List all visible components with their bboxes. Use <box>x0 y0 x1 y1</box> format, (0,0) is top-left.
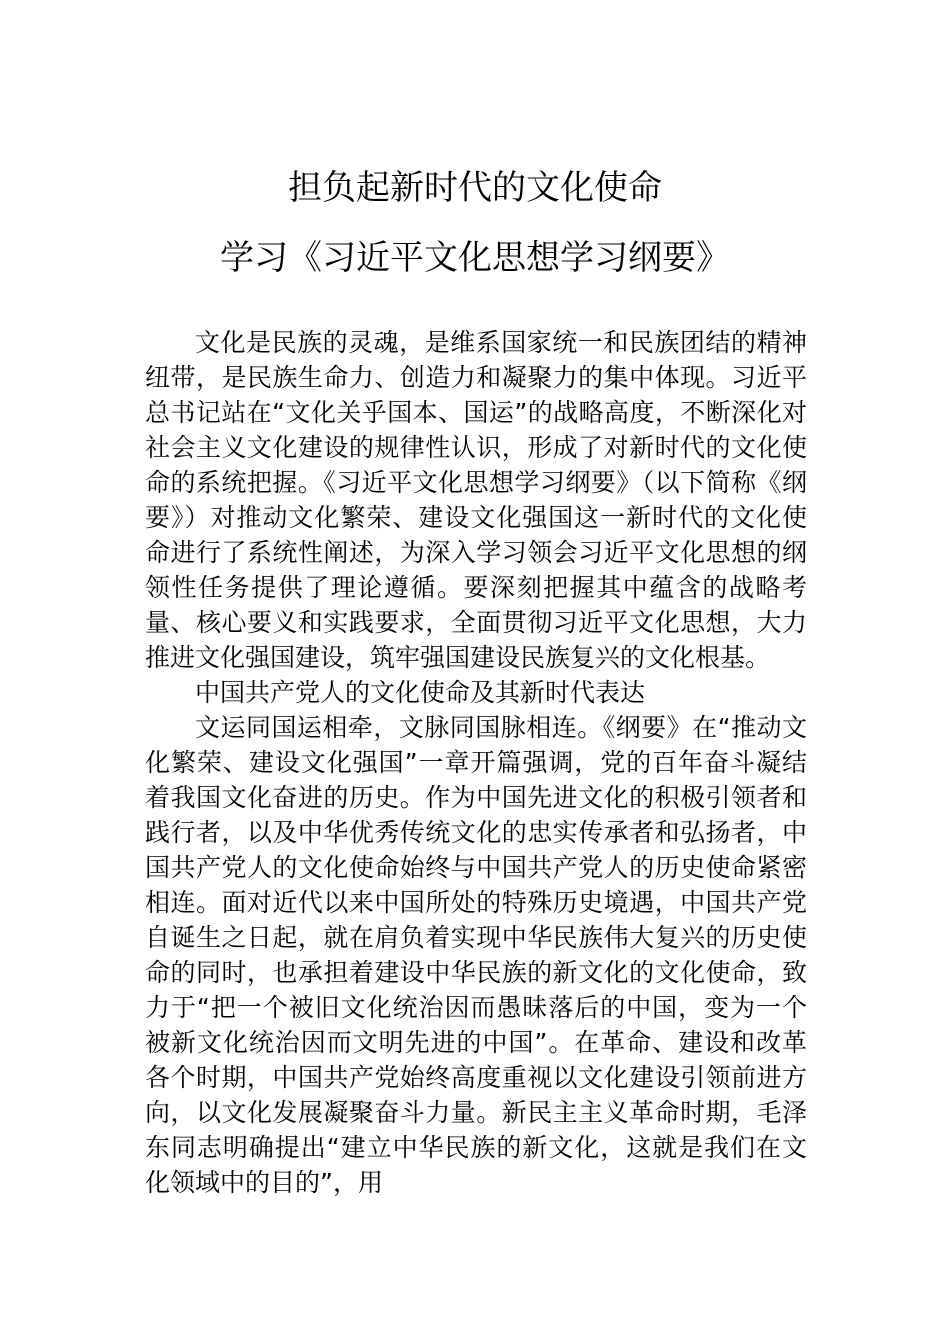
document-subtitle: 学习《习近平文化思想学习纲要》 <box>220 238 730 278</box>
paragraph-section-1: 文运同国运相牵，文脉同国脉相连。《纲要》在“推动文化繁荣、建设文化强国”一章开篇强调，党的百年奋斗凝结着我国文化奋进的历史。作为中国先进文化的积极引领者和践行者，以及中华优秀传统文化的忠实传承者和弘扬者，中国共产党人的文化使命始终与中国共产党人的历史使命紧密相连。面对近代以来中国所处的特殊历史境遇，中国共产党自诞生之日起，就在肩负着实现中华民族伟大复兴的历史使命的同时，也承担着建设中华民族的新文化的文化使命，致力于“把一个被旧文化统治因而愚昧落后的中国，变为一个被新文化统治因而文明先进的中国”。在革命、建设和改革各个时期，中国共产党始终高度重视以文化建设引领前进方向，以文化发展凝聚奋斗力量。新民主主义革命时期，毛泽东同志明确提出“建立中华民族的新文化，这就是我们在文化领域中的目的”，用 <box>145 713 807 1197</box>
document-title: 担负起新时代的文化使命 <box>288 168 662 208</box>
document-body <box>145 325 807 1200</box>
section-heading: 中国共产党人的文化使命及其新时代表达 <box>195 678 646 707</box>
paragraph-intro: 文化是民族的灵魂，是维系国家统一和民族团结的精神纽带，是民族生命力、创造力和凝聚力的集中体现。习近平总书记站在“文化关乎国本、国运”的战略高度，不断深化对社会主义文化建设的规律性认识，形成了对新时代的文化使命的系统把握。《习近平文化思想学习纲要》（以下简称《纲要》）对推动文化繁荣、建设文化强国这一新时代的文化使命进行了系统性阐述，为深入学习领会习近平文化思想的纲领性任务提供了理论遵循。要深刻把握其中蕴含的战略考量、核心要义和实践要求，全面贯彻习近平文化思想，大力推进文化强国建设，筑牢强国建设民族复兴的文化根基。 <box>145 328 807 672</box>
